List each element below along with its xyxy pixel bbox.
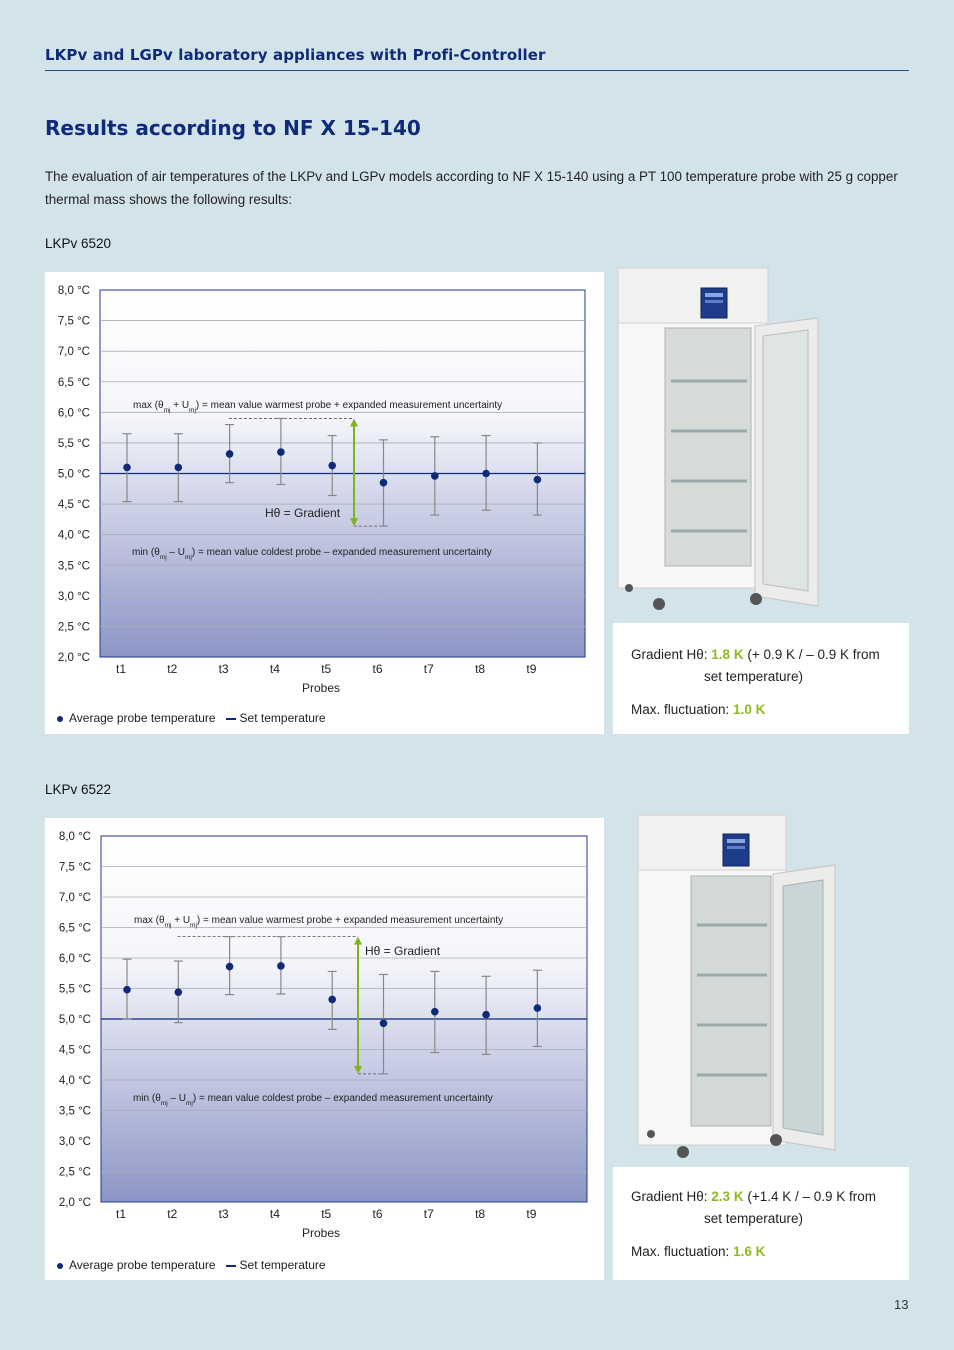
y-tick-label: 6,0 °C	[58, 953, 91, 965]
x-tick-label: t9	[526, 662, 537, 676]
y-tick-label: 2,0 °C	[58, 1197, 91, 1209]
y-tick-label: 4,5 °C	[58, 1044, 91, 1057]
y-tick-label: 7,0 °C	[58, 892, 91, 904]
legend-dot-icon	[57, 1263, 63, 1269]
y-tick-label: 2,0 °C	[57, 652, 90, 664]
y-tick-label: 3,5 °C	[58, 1105, 91, 1118]
x-tick-label: t3	[218, 1207, 229, 1221]
legend-line-icon	[226, 1265, 236, 1267]
product-photo-lkpv-6520	[613, 266, 909, 616]
data-point	[123, 464, 131, 472]
chart-legend	[57, 711, 326, 725]
x-tick-label: t5	[321, 1207, 332, 1221]
y-tick-label: 4,5 °C	[57, 499, 90, 512]
header-title: LKPv and LGPv laboratory appliances with Profi-Controller	[45, 46, 546, 64]
x-tick-label: t2	[167, 1207, 178, 1221]
y-tick-label: 3,0 °C	[58, 1136, 91, 1148]
data-point	[431, 472, 439, 480]
chart-legend	[57, 1258, 326, 1272]
max-annotation: $\max (\theta_{mj} + U_{mj})$ = mean value warmest probe + expanded measurement uncertainty	[134, 915, 504, 929]
y-tick-label: 2,5 °C	[57, 621, 90, 634]
section-label-lkpv-6520: LKPv 6520	[45, 236, 112, 251]
x-axis-label: Probes	[301, 1226, 341, 1240]
x-axis-label: Probes	[301, 681, 341, 695]
x-tick-label: t7	[423, 1207, 434, 1221]
x-tick-label: t9	[526, 1207, 537, 1221]
gradient-value: 2.3 K	[711, 1189, 744, 1204]
info-box-lkpv-6522	[613, 1167, 909, 1280]
x-tick-label: t7	[423, 662, 434, 676]
x-tick-label: t6	[372, 1207, 383, 1221]
legend-line-icon	[226, 718, 236, 720]
y-tick-label: 6,5 °C	[58, 922, 91, 935]
y-tick-label: 4,0 °C	[58, 1075, 91, 1087]
chart-lkpv-6522	[45, 818, 604, 1280]
gradient-line: Gradient Hθ: 1.8 K (+ 0.9 K / – 0.9 K from	[631, 647, 880, 662]
chart-panel-lkpv-6520	[45, 272, 604, 734]
y-tick-label: 5,0 °C	[57, 468, 90, 481]
x-tick-label: t6	[372, 662, 383, 676]
data-point	[534, 476, 542, 484]
x-tick-label: t1	[115, 662, 127, 676]
legend-set-label: Set temperature	[239, 1258, 326, 1272]
header-rule	[45, 70, 909, 71]
x-tick-label: t5	[321, 662, 332, 676]
y-tick-label: 7,5 °C	[57, 315, 90, 328]
data-point	[175, 988, 183, 996]
x-tick-label: t8	[475, 662, 486, 676]
x-tick-label: t4	[269, 662, 280, 676]
page-title: Results according to NF X 15-140	[45, 116, 421, 140]
data-point	[277, 962, 285, 970]
refrigerator-icon	[613, 810, 909, 1160]
intro-text: The evaluation of air temperatures of the LKPv and LGPv models according to NF X 15-140 using a PT 100 temperature probe with 25 g copper thermal mass shows the following results:	[45, 169, 898, 207]
y-tick-label: 7,0 °C	[57, 346, 90, 359]
data-point	[277, 448, 285, 456]
data-point	[380, 1019, 388, 1027]
refrigerator-icon	[613, 266, 909, 616]
y-tick-label: 5,0 °C	[58, 1014, 91, 1026]
fluctuation-value: 1.0 K	[733, 702, 766, 717]
data-point	[123, 986, 131, 994]
y-tick-label: 8,0 °C	[57, 285, 90, 297]
data-point	[328, 996, 336, 1004]
min-annotation: $\min (\theta_{mj} - U_{mj})$ = mean value coldest probe – expanded measurement uncertainty	[133, 1093, 493, 1107]
legend-dot-icon	[57, 716, 63, 722]
data-point	[431, 1008, 439, 1016]
chart-panel-lkpv-6522	[45, 818, 604, 1280]
x-tick-label: t2	[167, 662, 178, 676]
min-annotation: $\min (\theta_{mj} - U_{mj})$ = mean value coldest probe – expanded measurement uncertainty	[132, 547, 492, 561]
gradient-line: Gradient Hθ: 2.3 K (+1.4 K / – 0.9 K from	[631, 1189, 877, 1204]
x-tick-label: t3	[218, 662, 229, 676]
x-tick-label: t1	[115, 1207, 127, 1221]
data-point	[482, 470, 490, 478]
y-tick-label: 6,0 °C	[57, 407, 90, 420]
gradient-label: Hθ = Gradient	[365, 944, 441, 958]
data-point	[482, 1011, 490, 1019]
gradient-label: Hθ = Gradient	[265, 506, 341, 520]
gradient-value: 1.8 K	[711, 647, 744, 662]
chart-lkpv-6520	[45, 272, 604, 734]
page-number: 13	[894, 1297, 909, 1312]
x-tick-label: t8	[475, 1207, 486, 1221]
max-annotation: $\max (\theta_{mj} + U_{mj})$ = mean value warmest probe + expanded measurement uncertainty	[133, 400, 503, 414]
data-point	[380, 479, 388, 487]
y-tick-label: 2,5 °C	[58, 1166, 91, 1179]
legend-avg-label: Average probe temperature	[69, 1258, 216, 1272]
fluctuation-line: Max. fluctuation: 1.0 K	[631, 702, 766, 717]
legend-set-label: Set temperature	[239, 711, 326, 725]
info-box-lkpv-6520	[613, 623, 909, 734]
y-tick-label: 4,0 °C	[57, 529, 90, 542]
legend-avg-label: Average probe temperature	[69, 711, 216, 725]
product-photo-lkpv-6522	[613, 810, 909, 1160]
y-tick-label: 5,5 °C	[58, 983, 91, 996]
y-tick-label: 7,5 °C	[58, 861, 91, 874]
data-point	[226, 450, 234, 458]
y-tick-label: 3,0 °C	[57, 590, 90, 603]
gradient-detail: set temperature)	[704, 1211, 804, 1226]
section-label-lkpv-6522: LKPv 6522	[45, 782, 112, 797]
fluctuation-line: Max. fluctuation: 1.6 K	[631, 1244, 766, 1259]
data-point	[328, 462, 336, 470]
data-point	[534, 1004, 542, 1012]
data-point	[175, 464, 183, 472]
fluctuation-value: 1.6 K	[733, 1244, 766, 1259]
y-tick-label: 6,5 °C	[57, 376, 90, 389]
y-tick-label: 5,5 °C	[57, 437, 90, 450]
data-point	[226, 963, 234, 971]
y-tick-label: 8,0 °C	[58, 831, 91, 843]
gradient-detail: set temperature)	[704, 669, 804, 684]
x-tick-label: t4	[269, 1207, 280, 1221]
y-tick-label: 3,5 °C	[57, 560, 90, 573]
